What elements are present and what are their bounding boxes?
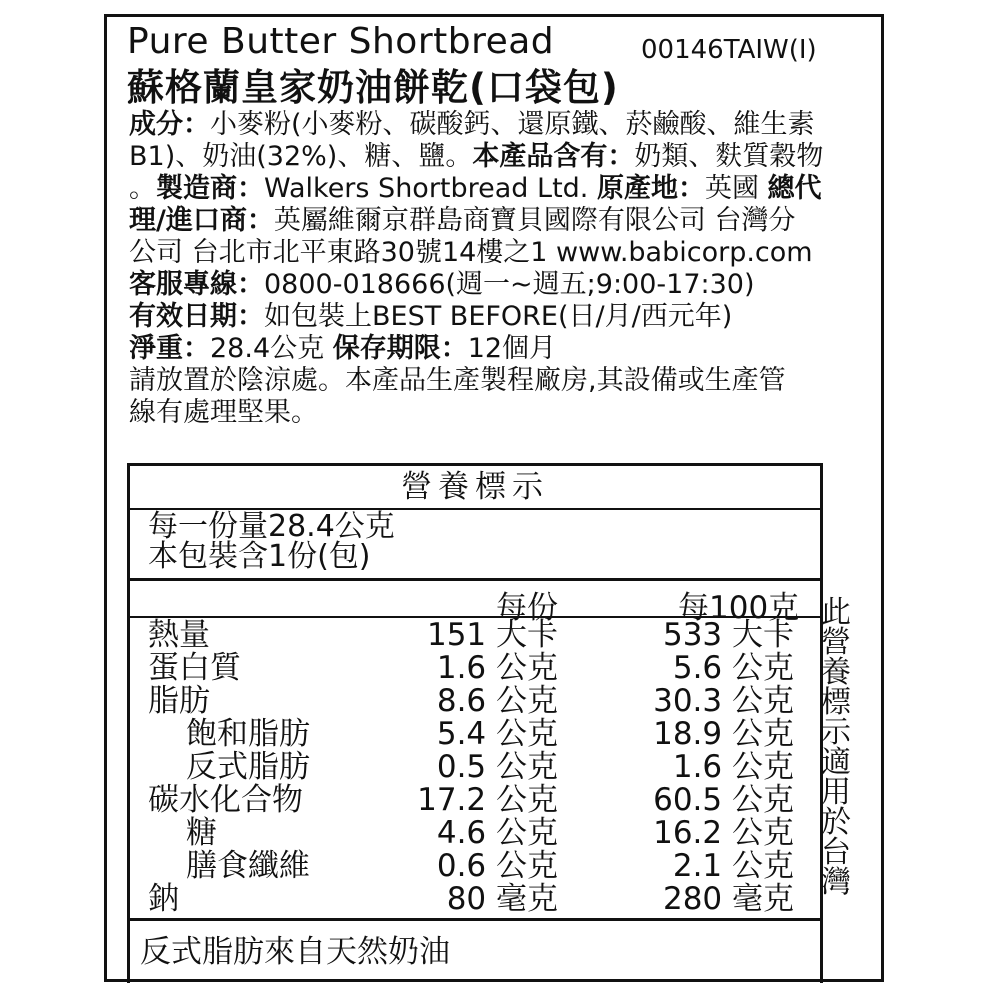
nutrition-table <box>127 463 823 983</box>
nutrient-name: 熱量 <box>148 617 210 653</box>
nutrient-name: 反式脂肪 <box>186 749 310 785</box>
product-code: 00146TAIW(I) <box>641 35 817 65</box>
nutrient-name: 碳水化合物 <box>148 782 303 818</box>
info-line <box>129 269 881 301</box>
info-field-label: 客服專線： <box>129 269 264 300</box>
product-info-text <box>129 109 881 429</box>
serving-info <box>148 509 395 574</box>
per-serving-value: 5.4 公克 <box>436 716 558 752</box>
divider <box>130 578 820 581</box>
nutrient-name: 飽和脂肪 <box>186 716 310 752</box>
info-field-value: 英國 <box>704 173 768 204</box>
info-field-label: 本產品含有： <box>472 141 635 172</box>
info-field-label: 製造商： <box>156 173 264 204</box>
info-line <box>129 365 881 397</box>
nutrient-name: 膳食纖維 <box>186 848 310 884</box>
nutrient-name: 脂肪 <box>148 683 210 719</box>
info-field-value: 線有處理堅果。 <box>129 397 318 428</box>
per-100g-value: 2.1 公克 <box>672 848 794 884</box>
info-field-value: 請放置於陰涼處。本產品生產製程廠房,其設備或生產管 <box>129 365 786 396</box>
info-field-value: 0800-018666(週一~週五;9:00-17:30) <box>264 269 755 300</box>
region-note: 此營養標示適用於台灣 <box>821 595 851 900</box>
column-header-per-100g: 每100克 <box>678 590 800 626</box>
info-field-value: Walkers Shortbread Ltd. <box>264 173 597 204</box>
per-serving-value: 0.6 公克 <box>436 848 558 884</box>
info-line <box>129 141 881 173</box>
serving-size: 每一份量28.4公克 <box>148 509 395 544</box>
info-field-value: 。 <box>129 173 156 204</box>
info-field-value: 12個月 <box>467 333 557 364</box>
nutrient-name: 蛋白質 <box>148 650 241 686</box>
info-field-label: 原產地： <box>596 173 705 204</box>
per-serving-value: 8.6 公克 <box>436 683 558 719</box>
nutrition-row <box>130 749 820 785</box>
product-name-chinese: 蘇格蘭皇家奶油餅乾(口袋包) <box>127 66 619 109</box>
column-header-per-serving: 每份 <box>496 590 558 626</box>
nutrient-name: 鈉 <box>148 881 179 917</box>
nutrition-footnote: 反式脂肪來自天然奶油 <box>140 934 450 970</box>
per-serving-value: 151 大卡 <box>426 617 558 653</box>
per-100g-value: 16.2 公克 <box>653 815 794 851</box>
nutrition-row <box>130 716 820 752</box>
per-serving-value: 4.6 公克 <box>436 815 558 851</box>
product-name-english: Pure Butter Shortbread <box>127 21 555 62</box>
info-field-value: 英屬維爾京群島商寶貝國際有限公司 台灣分 <box>273 205 796 236</box>
info-field-value: 如包裝上BEST BEFORE(日/月/西元年) <box>264 301 733 332</box>
info-field-label: 總代 <box>767 173 822 204</box>
info-field-value: B1)、奶油(32%)、糖、鹽。 <box>129 141 473 172</box>
info-field-value: 公司 台北市北平東路30號14樓之1 www.babicorp.com <box>129 237 813 268</box>
per-100g-value: 18.9 公克 <box>653 716 794 752</box>
per-100g-value: 60.5 公克 <box>653 782 794 818</box>
label-frame <box>104 14 884 982</box>
info-line <box>129 173 881 205</box>
per-100g-value: 280 毫克 <box>662 881 794 917</box>
info-field-label: 有效日期： <box>129 301 264 332</box>
per-serving-value: 17.2 公克 <box>417 782 558 818</box>
nutrition-row <box>130 881 820 917</box>
per-serving-value: 80 毫克 <box>446 881 558 917</box>
nutrition-row <box>130 782 820 818</box>
info-field-label: 成分： <box>129 109 210 140</box>
servings-per-pack: 本包裝含1份(包) <box>148 539 371 574</box>
nutrition-row <box>130 650 820 686</box>
info-line <box>129 237 881 269</box>
nutrition-row <box>130 815 820 851</box>
info-field-value: 奶類、麩質穀物 <box>634 141 824 172</box>
nutrition-heading: 營養標示 <box>130 466 820 510</box>
info-field-label: 保存期限： <box>332 333 468 364</box>
nutrition-row <box>130 683 820 719</box>
info-field-value: 小麥粉(小麥粉、碳酸鈣、還原鐵、菸鹼酸、維生素 <box>210 109 815 140</box>
per-serving-value: 0.5 公克 <box>436 749 558 785</box>
divider <box>127 918 823 921</box>
nutrient-name: 糖 <box>186 815 217 851</box>
info-line <box>129 301 881 333</box>
info-line <box>129 333 881 365</box>
info-line <box>129 109 881 141</box>
per-100g-value: 1.6 公克 <box>672 749 794 785</box>
nutrition-row <box>130 617 820 653</box>
per-serving-value: 1.6 公克 <box>436 650 558 686</box>
info-field-label: 淨重： <box>129 333 210 364</box>
info-field-label: 理/進口商： <box>129 205 274 236</box>
info-line <box>129 397 881 429</box>
info-field-value: 28.4公克 <box>210 333 333 364</box>
info-line <box>129 205 881 237</box>
nutrition-row <box>130 848 820 884</box>
per-100g-value: 533 大卡 <box>662 617 794 653</box>
per-100g-value: 5.6 公克 <box>672 650 794 686</box>
per-100g-value: 30.3 公克 <box>653 683 794 719</box>
